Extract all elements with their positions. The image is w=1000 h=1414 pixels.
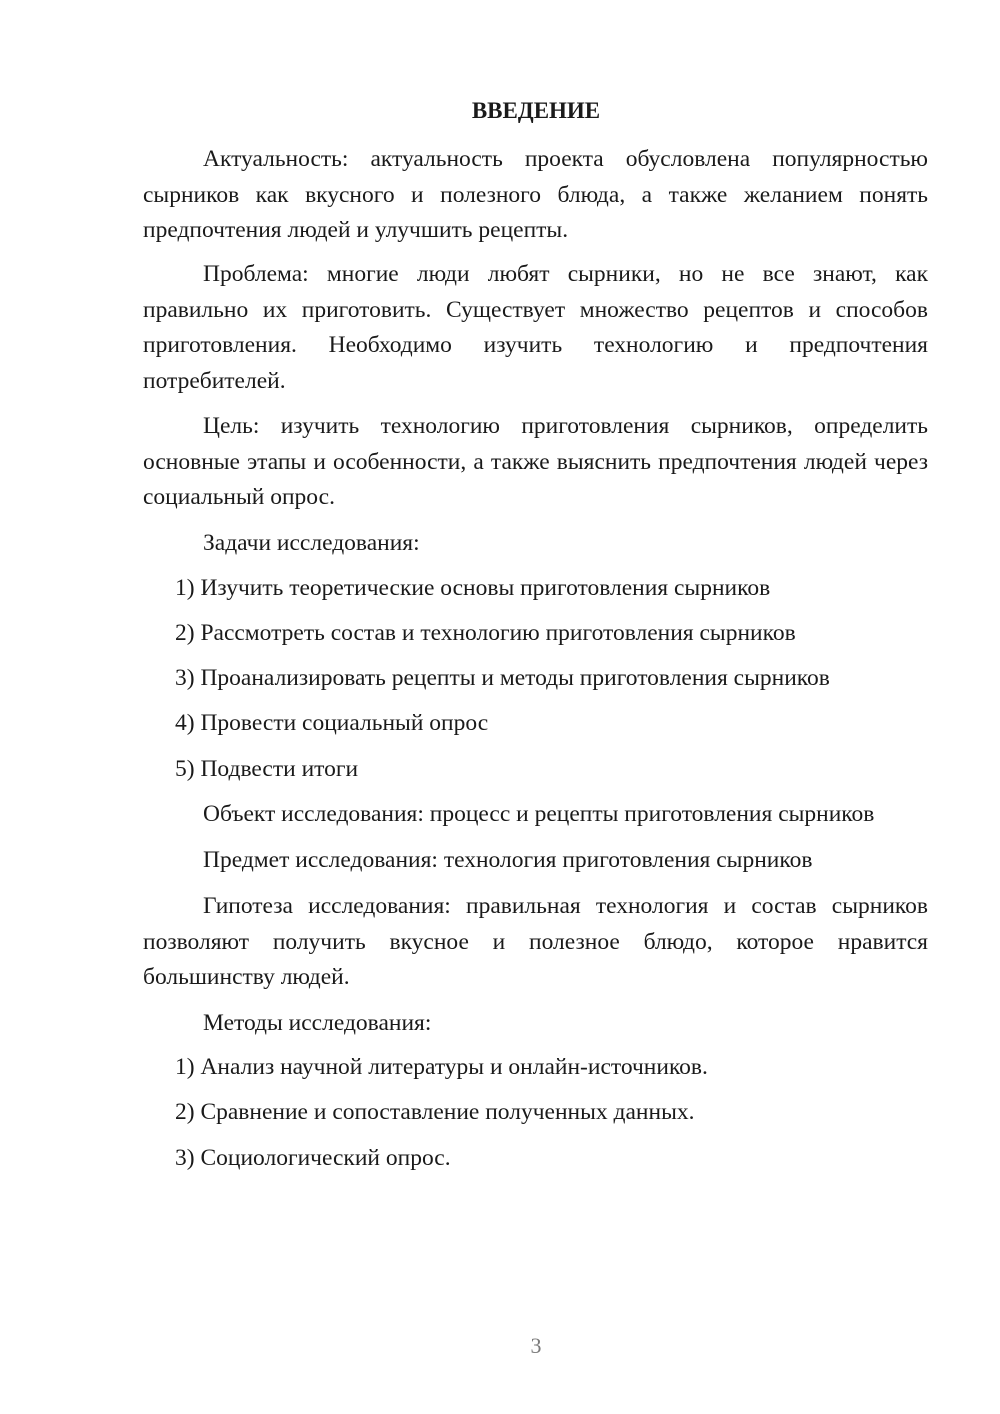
task-item: 4) Провести социальный опрос xyxy=(175,710,489,736)
task-item: 3) Проанализировать рецепты и методы приготовления сырников xyxy=(175,665,830,691)
page-number: 3 xyxy=(530,1333,542,1358)
page-title: ВВЕДЕНИЕ xyxy=(471,98,601,123)
method-item: 2) Сравнение и сопоставление полученных данных. xyxy=(175,1099,695,1125)
paragraph-problem: Проблема: многие люди любят сырники, но не все знают, как правильно их приготовить. Существует множество рецептов и способов приготовления. Необходимо изучить технологию и предпочтения потребителей. xyxy=(143,261,928,394)
paragraph-hypothesis: Гипотеза исследования: правильная технология и состав сырников позволяют получить вкусное и полезное блюдо, которое нравится большинству людей. xyxy=(143,893,928,990)
paragraph-goal: Цель: изучить технологию приготовления сырников, определить основные этапы и особенности, а также выяснить предпочтения людей через социальный опрос. xyxy=(143,413,928,510)
task-item: 2) Рассмотреть состав и технологию приготовления сырников xyxy=(175,620,796,646)
methods-label: Методы исследования: xyxy=(203,1010,432,1036)
research-subject: Предмет исследования: технология приготовления сырников xyxy=(203,847,813,873)
method-item: 1) Анализ научной литературы и онлайн-источников. xyxy=(175,1054,708,1080)
method-item: 3) Социологический опрос. xyxy=(175,1145,451,1171)
tasks-label: Задачи исследования: xyxy=(203,530,420,556)
paragraph-relevance: Актуальность: актуальность проекта обусловлена популярностью сырников как вкусного и полезного блюда, а также желанием понять предпочтения людей и улучшить рецепты. xyxy=(143,146,928,243)
task-item: 5) Подвести итоги xyxy=(175,756,359,782)
task-item: 1) Изучить теоретические основы приготовления сырников xyxy=(175,575,771,601)
research-object: Объект исследования: процесс и рецепты приготовления сырников xyxy=(203,801,875,827)
